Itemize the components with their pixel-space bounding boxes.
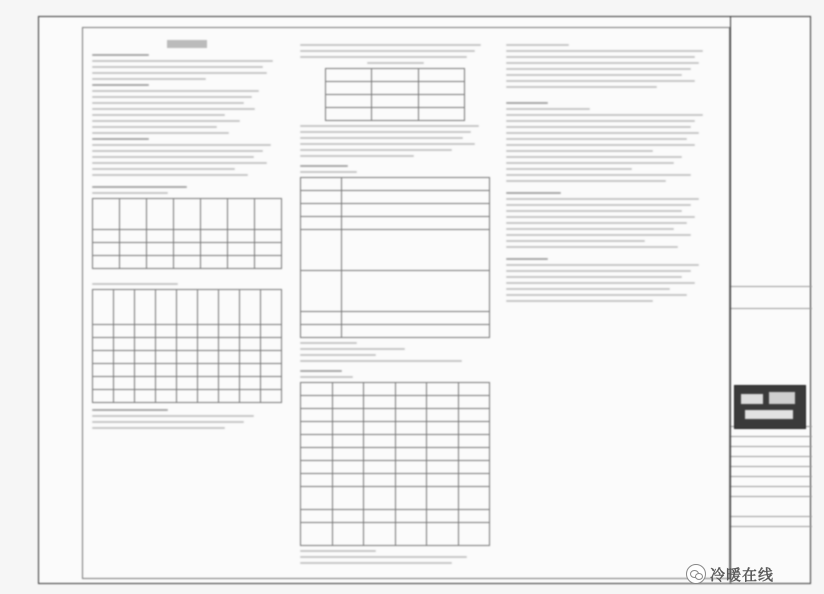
wechat-icon xyxy=(686,564,706,584)
watermark-text: 冷暖在线 xyxy=(710,565,775,584)
notes-column-1 xyxy=(92,40,282,433)
watermark xyxy=(686,562,774,586)
title-block xyxy=(730,16,811,584)
notes-column-3 xyxy=(506,40,716,306)
seal-stamp xyxy=(734,385,806,429)
design-parameters-table-2 xyxy=(92,289,282,403)
notes-column-2 xyxy=(300,40,490,568)
parameter-table-3 xyxy=(325,68,465,121)
ventilation-table xyxy=(300,382,490,546)
design-parameters-table-1 xyxy=(92,198,282,269)
system-table xyxy=(300,177,490,338)
